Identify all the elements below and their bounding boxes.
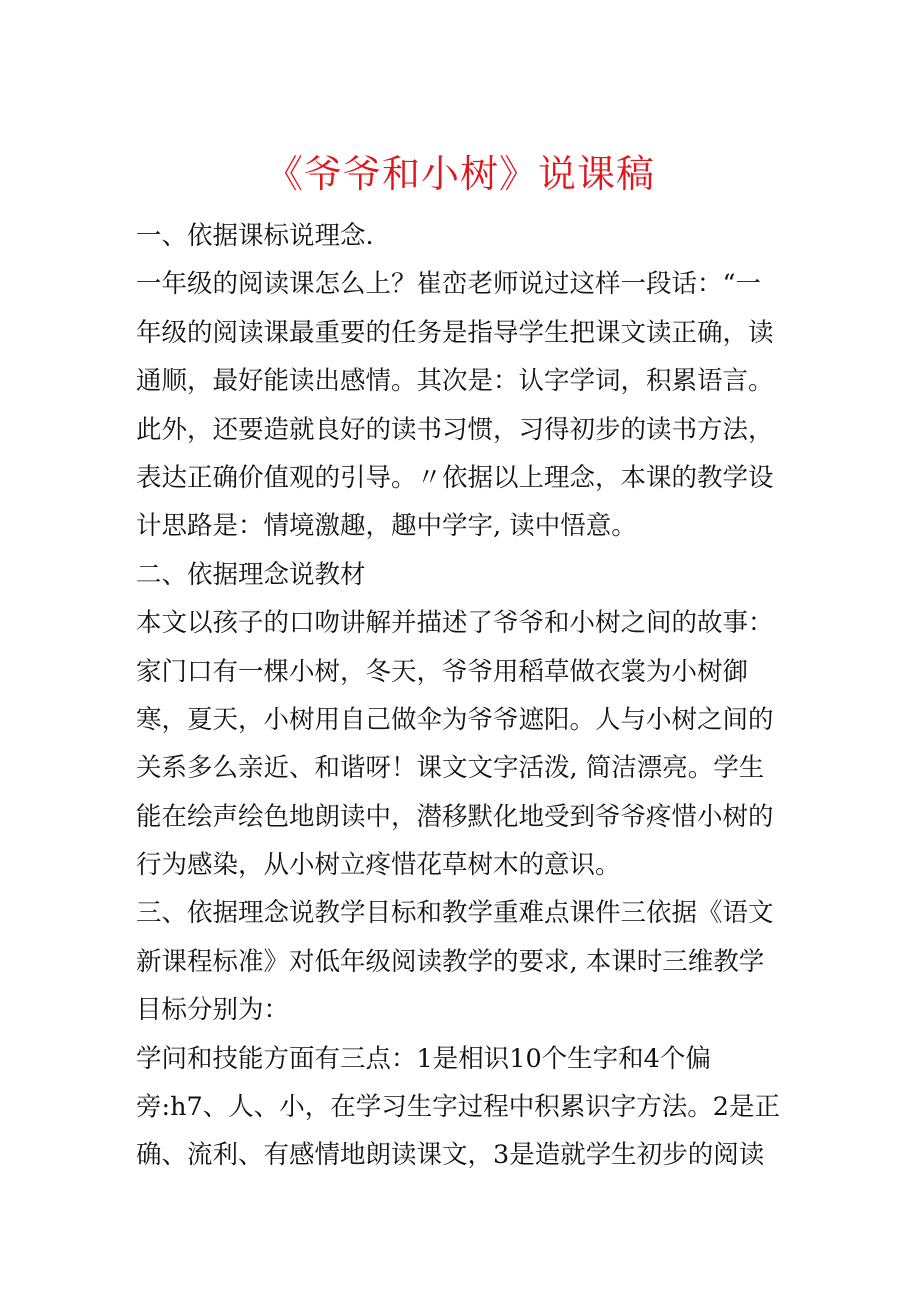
paragraph-line: 年级的阅读课最重要的任务是指导学生把课文读正确，读 (136, 317, 774, 348)
paragraph-line: 能在绘声绘色地朗读中，潜移默化地受到爷爷疼惜小树的 (136, 801, 774, 832)
section-heading: 二、依据理念说教材 (136, 559, 366, 590)
paragraph-line: 一、依据课标说理念. (136, 221, 374, 251)
paragraph-line: 通顺，最好能读出感情。其次是：认字学词，积累语言。 (136, 366, 774, 397)
paragraph-line: 计思路是：情境激趣，趣中学字, 读中悟意。 (136, 511, 637, 542)
paragraph-line: 表达正确价值观的引导。〃依据以上理念，本课的教学设 (136, 462, 774, 493)
document-title: 《爷爷和小树》说课稿 (264, 152, 655, 196)
paragraph-line: 行为感染，从小树立疼惜花草树木的意识。 (136, 850, 621, 881)
paragraph-line: 新课程标准》对低年级阅读教学的要求, 本课时三维教学 (136, 946, 765, 977)
document-body (136, 212, 796, 1180)
paragraph-line: 关系多么亲近、和谐呀！课文文字活泼, 简洁漂亮。学生 (136, 753, 765, 784)
paragraph-line: 确、流利、有感情地朗读课文，3是造就学生初步的阅读 (136, 1140, 765, 1171)
section-heading: 三、依据理念说教学目标和教学重难点课件三依据《语文 (136, 898, 774, 929)
paragraph-line: 家门口有一棵小树，冬天，爷爷用稻草做衣裳为小树御 (136, 656, 749, 687)
paragraph-line: 一年级的阅读课怎么上？崔峦老师说过这样一段话：“一 (136, 269, 762, 300)
paragraph-line: 此外，还要造就良好的读书习惯，习得初步的读书方法， (136, 414, 774, 445)
paragraph-line: 寒，夏天，小树用自己做伞为爷爷遮阳。人与小树之间的 (136, 704, 774, 735)
paragraph-line: 本文以孩子的口吻讲解并描述了爷爷和小树之间的故事： (136, 608, 774, 639)
paragraph-line: 旁:h7、人、小，在学习生字过程中积累识字方法。2是正 (136, 1092, 780, 1123)
paragraph-line: 学问和技能方面有三点：1是相识10个生字和4个偏 (136, 1043, 711, 1074)
paragraph-line: 目标分别为： (136, 995, 290, 1026)
